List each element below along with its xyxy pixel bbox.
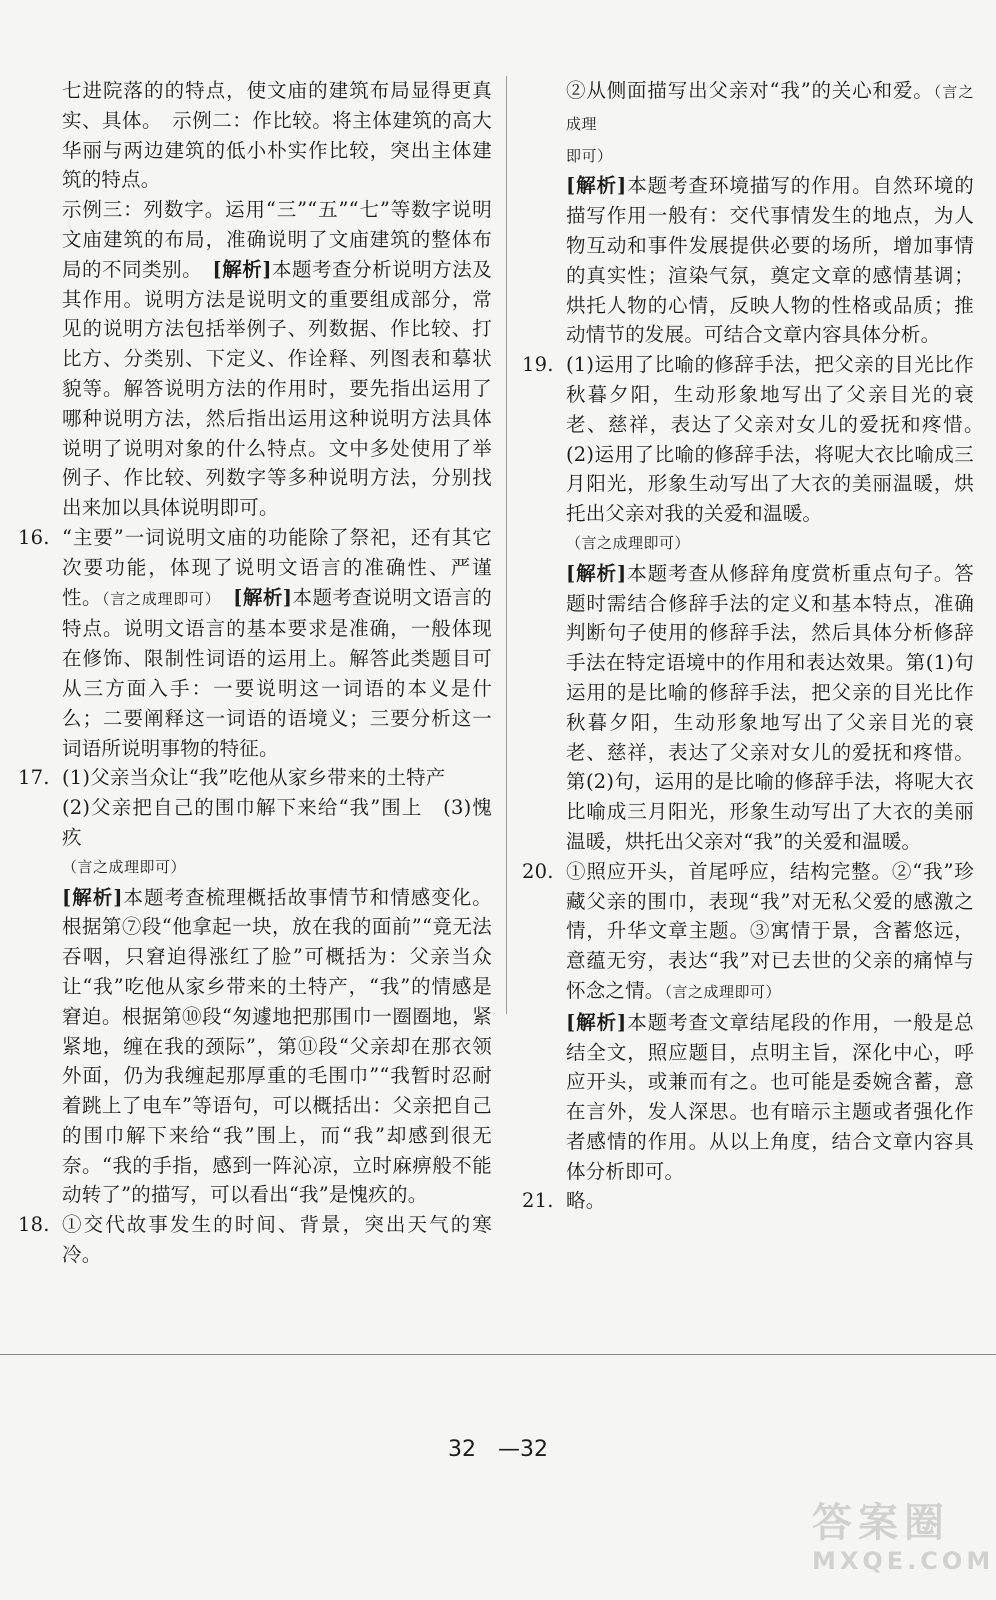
watermark-logo [812, 1500, 995, 1584]
footer-rule [0, 1354, 996, 1355]
question-20 [522, 857, 974, 1187]
reasonable-note-end: 即可） [566, 146, 613, 165]
analysis-tag: [解析] [62, 885, 123, 909]
q15-answer-part2: 示例三：列数字。运用“三”“五”“七”等数字说明文庙建筑的布局，准确说明了文庙建筑的整体布局的不同类别。 [62, 198, 492, 281]
question-16 [18, 523, 492, 763]
reasonable-note: （言之成理即可） [566, 533, 691, 552]
right-column [522, 76, 994, 1216]
q17-analysis: 本题考查梳理概括故事情节和情感变化。根据第⑦段“他拿起一块，放在我的面前”“竟无法吞咽，只窘迫得涨红了脸”可概括为：父亲当众让“我”吃他从家乡带来的土特产，“我”的情感是窘迫。根据第⑩段“匆遽地把那围巾一圈圈地，紧紧地，缠在我的颈际”，第⑪段“父亲却在那衣领外面，仍为我缠起那厚重的毛围巾”“我暂时忍耐着跳上了电车”等语句，可以概括出：父亲把自己的围巾解下来给“我”围上，而“我”却感到很无奈。“我的手指，感到一阵沁凉，立时麻痹般不能动转了”的描写，可以看出“我”是愧疚的。 [62, 885, 492, 1207]
q19-analysis: 本题考查从修辞角度赏析重点句子。答题时需结合修辞手法的定义和基本特点，准确判断句子使用的修辞手法，然后具体分析修辞手法在特定语境中的作用和表达效果。第(1)句运用的是比喻的修辞手法，把父亲的目光比作秋暮夕阳，生动形象地写出了父亲目光的衰老、慈祥，表达了父亲对女儿的爱抚和疼惜。第(2)句，运用的是比喻的修辞手法，将呢大衣比喻成三月阳光，形象生动写出了大衣的美丽温暖，烘托出父亲对“我”的关爱和温暖。 [566, 561, 974, 853]
reasonable-note: （言之成理 [566, 83, 974, 133]
q16-answer: “主要”一词说明文庙的功能除了祭祀，还有其它次要功能，体现了说明文语言的准确性、严谨性。 [62, 525, 492, 609]
q20-answer: ①照应开头，首尾呼应，结构完整。②“我”珍藏父亲的围巾，表现“我”对无私父爱的感激之情，升华文章主题。③寓情于景，含蓄悠远，意蕴无穷，表达“我”对已去世的父亲的痛悼与怀念之情。 [566, 859, 974, 1002]
question-18 [18, 1210, 492, 1270]
question-19 [522, 350, 994, 857]
question-number: 21. [522, 1189, 554, 1213]
q15-answer-part1: 七进院落的的特点，使文庙的建筑布局显得更真实、具体。 示例二：作比较。将主体建筑的高大华丽与两边建筑的低小朴实作比较，突出主体建筑的特点。 [62, 79, 492, 192]
q20-analysis: 本题考查文章结尾段的作用，一般是总结全文，照应题目，点明主旨，深化中心，呼应开头，或兼而有之。也可能是委婉含蓄，意在言外，发人深思。也有暗示主题或者强化作者感情的作用。从以上角度，结合文章内容具体分析即可。 [566, 1010, 974, 1183]
q18-analysis: 本题考查环境描写的作用。自然环境的描写作用一般有：交代事情发生的地点，为人物互动和事件发展提供必要的场所，增加事情的真实性；渲染气氛，奠定文章的感情基调；烘托人物的心情，反映人物的性格或品质；推动情节的发展。可结合文章内容具体分析。 [566, 174, 974, 347]
question-21 [522, 1186, 974, 1216]
analysis-tag: [解析] [566, 174, 627, 198]
question-number: 19. [522, 353, 554, 377]
question-number: 16. [18, 525, 50, 549]
watermark-url: MXQE.COM [812, 1547, 995, 1575]
q17-answer-2: (2)父亲把自己的围巾解下来给“我”围上 (3)愧疚 [62, 796, 492, 849]
q15-analysis: 本题考查分析说明方法及其作用。说明方法是说明文的重要组成部分，常见的说明方法包括举例子、列数据、作比较、打比方、分类别、下定义、作诠释、列图表和摹状貌等。解答说明方法的作用时，要先指出运用了哪种说明方法，然后指出运用这种说明方法具体说明了说明对象的什么特点。文中多处使用了举例子、作比较、列数字等多种说明方法，分别找出来加以具体说明即可。 [62, 257, 492, 520]
question-number: 17. [18, 766, 50, 790]
analysis-tag: [解析] [233, 585, 293, 609]
question-number: 20. [522, 859, 554, 883]
reasonable-note: （言之成理即可） [664, 982, 782, 1001]
question-17 [18, 763, 492, 1210]
q18-answer-1: ①交代故事发生的时间、背景，突出天气的寒冷。 [62, 1213, 492, 1267]
analysis-tag: [解析] [566, 561, 627, 585]
column-divider [506, 76, 507, 1014]
q21-answer: 略。 [566, 1189, 606, 1213]
reasonable-note: （言之成理即可） [101, 589, 214, 608]
analysis-tag: [解析] [566, 1010, 627, 1034]
q17-answer-1: (1)父亲当众让“我”吃他从家乡带来的土特产 [62, 766, 446, 790]
q16-analysis: 本题考查说明文语言的特点。说明文语言的基本要求是准确，一般体现在修饰、限制性词语的运用上。解答此类题目可从三方面入手：一要说明这一词语的本义是什么；二要阐释这一词语的语境义；三要分析这一词语所说明事物的特征。 [62, 585, 492, 760]
q18-answer-2: ②从侧面描写出父亲对“我”的关心和爱。 [566, 79, 934, 102]
watermark-logo-text: 答案圈 [812, 1500, 950, 1546]
reasonable-note: （言之成理即可） [62, 857, 187, 876]
left-column [18, 76, 492, 1270]
analysis-tag: [解析] [212, 257, 272, 281]
q18-continuation [522, 76, 974, 350]
page-number: 32 —32 [448, 1437, 548, 1462]
q19-answer: (1)运用了比喻的修辞手法，把父亲的目光比作秋暮夕阳，生动形象地写出了父亲目光的衰老、慈祥，表达了父亲对女儿的爱抚和疼惜。 (2)运用了比喻的修辞手法，将呢大衣比喻成三月阳光，形象生动写出了大衣的美丽温暖，烘托出父亲对我的关爱和温暖。 [566, 353, 994, 526]
question-number: 18. [18, 1213, 50, 1237]
q15-continuation [18, 76, 492, 523]
